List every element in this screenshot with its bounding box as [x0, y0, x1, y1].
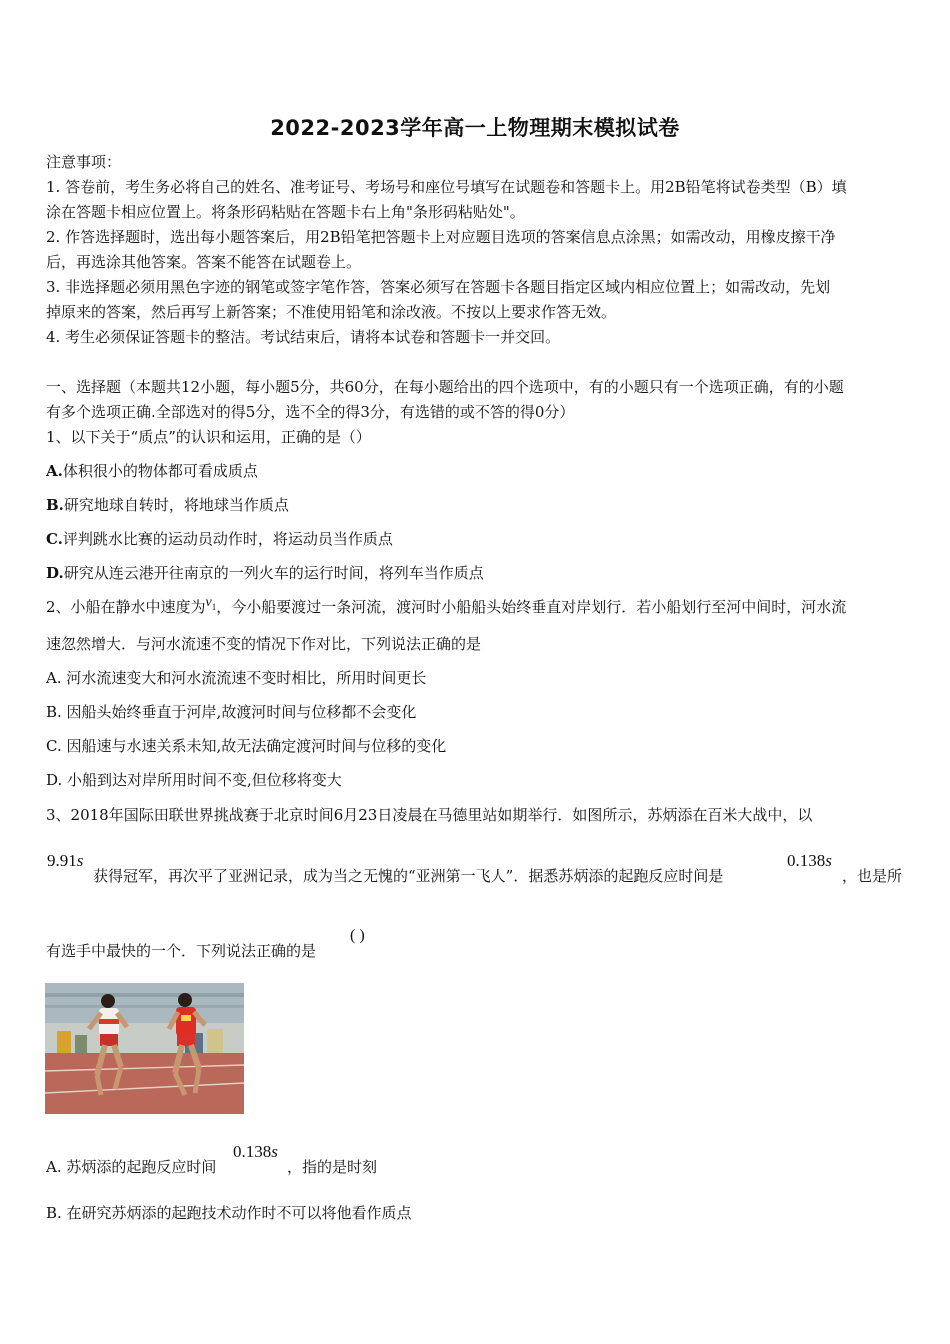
notice-item-2-cont: 后，再选涂其他答案。答案不能答在试题卷上。	[46, 253, 362, 271]
time-value-0-138-option: 0.138s	[233, 1142, 278, 1161]
section-heading: 一、选择题（本题共12小题，每小题5分，共60分，在每小题给出的四个选项中，有的小题只有一个选项正确，有的小题	[46, 378, 844, 396]
velocity-symbol: $v_1$	[205, 595, 217, 612]
q2-option-a: A. 河水流速变大和河水流流速不变时相比，所用时间更长	[46, 669, 427, 687]
q1-option-a	[46, 461, 258, 481]
q3-stem-cont-2: 有选手中最快的一个．下列说法正确的是	[46, 942, 317, 960]
time-value-9-91: 9.91s	[47, 851, 84, 870]
page-title: 2022-2023学年高一上物理期末模拟试卷	[270, 116, 680, 140]
answer-paren: ( )	[350, 927, 365, 944]
notice-item-3-cont: 掉原来的答案，然后再写上新答案；不准使用铅笔和涂改液。不按以上要求作答无效。	[46, 303, 617, 321]
q1-option-c	[46, 529, 393, 549]
q3-stem-end: ，也是所	[842, 867, 903, 885]
q3-stem: 3、2018年国际田联世界挑战赛于北京时间6月23日凌晨在马德里站如期举行．如图所示，苏炳添在百米大战中，以	[46, 806, 813, 824]
q3-option-b: B. 在研究苏炳添的起跑技术动作时不可以将他看作质点	[46, 1204, 412, 1222]
q1-option-b	[46, 495, 289, 515]
time-value-0-138: 0.138s	[787, 851, 832, 870]
q3-stem-cont: 获得冠军，再次平了亚洲记录，成为当之无愧的“亚洲第一飞人”．据悉苏炳添的起跑反应时间是	[93, 867, 724, 885]
notice-item-1: 1. 答卷前，考生务必将自己的姓名、准考证号、考场号和座位号填写在试题卷和答题卡上。用2B铅笔将试卷类型（B）填	[46, 178, 847, 196]
q1-stem: 1、以下关于“质点”的认识和运用，正确的是（）	[46, 428, 371, 446]
notice-item-4: 4. 考生必须保证答题卡的整洁。考试结束后，请将本试卷和答题卡一并交回。	[46, 328, 561, 346]
q2-option-c: C. 因船速与水速关系未知,故无法确定渡河时间与位移的变化	[46, 737, 447, 755]
q3-option-a	[46, 1157, 216, 1177]
notice-heading: 注意事项：	[46, 153, 122, 171]
option-key: A.	[46, 462, 63, 480]
option-text: 研究地球自转时，将地球当作质点	[63, 496, 289, 514]
section-heading-cont: 有多个选项正确.全部选对的得5分，选不全的得3分，有选错的或不答的得0分）	[46, 403, 575, 421]
option-text: 评判跳水比赛的运动员动作时，将运动员当作质点	[62, 530, 393, 548]
q2-stem-cont: 速忽然增大．与河水流速不变的情况下作对比，下列说法正确的是	[46, 635, 482, 653]
q1-option-d	[46, 563, 484, 583]
q2-stem-part-1: 2、小船在静水中速度为	[46, 598, 206, 616]
option-a-text: A. 苏炳添的起跑反应时间	[46, 1158, 217, 1176]
q2-option-d: D. 小船到达对岸所用时间不变,但位移将变大	[46, 771, 342, 789]
q2-stem-part-2: ，今小船要渡过一条河流，渡河时小船船头始终垂直对岸划行．若小船划行至河中间时，河水流	[216, 598, 847, 616]
race-photo	[45, 983, 244, 1114]
q2-option-b: B. 因船头始终垂直于河岸,故渡河时间与位移都不会变化	[46, 703, 417, 721]
option-key: B.	[46, 496, 64, 514]
q3-option-a-end: ，指的是时刻	[287, 1158, 378, 1176]
option-text: 研究从连云港开往南京的一列火车的运行时间，将列车当作质点	[63, 564, 484, 582]
notice-item-1-cont: 涂在答题卡相应位置上。将条形码粘贴在答题卡右上角"条形码粘贴处"。	[46, 203, 525, 221]
q2-stem	[46, 597, 846, 623]
option-text: 体积很小的物体都可看成质点	[62, 462, 258, 480]
option-key: C.	[46, 530, 63, 548]
notice-item-3: 3. 非选择题必须用黑色字迹的钢笔或签字笔作答，答案必须写在答题卡各题目指定区域内相应位置上；如需改动，先划	[46, 278, 831, 296]
notice-item-2: 2. 作答选择题时，选出每小题答案后，用2B铅笔把答题卡上对应题目选项的答案信息点涂黑；如需改动，用橡皮擦干净	[46, 228, 836, 246]
option-key: D.	[46, 564, 64, 582]
